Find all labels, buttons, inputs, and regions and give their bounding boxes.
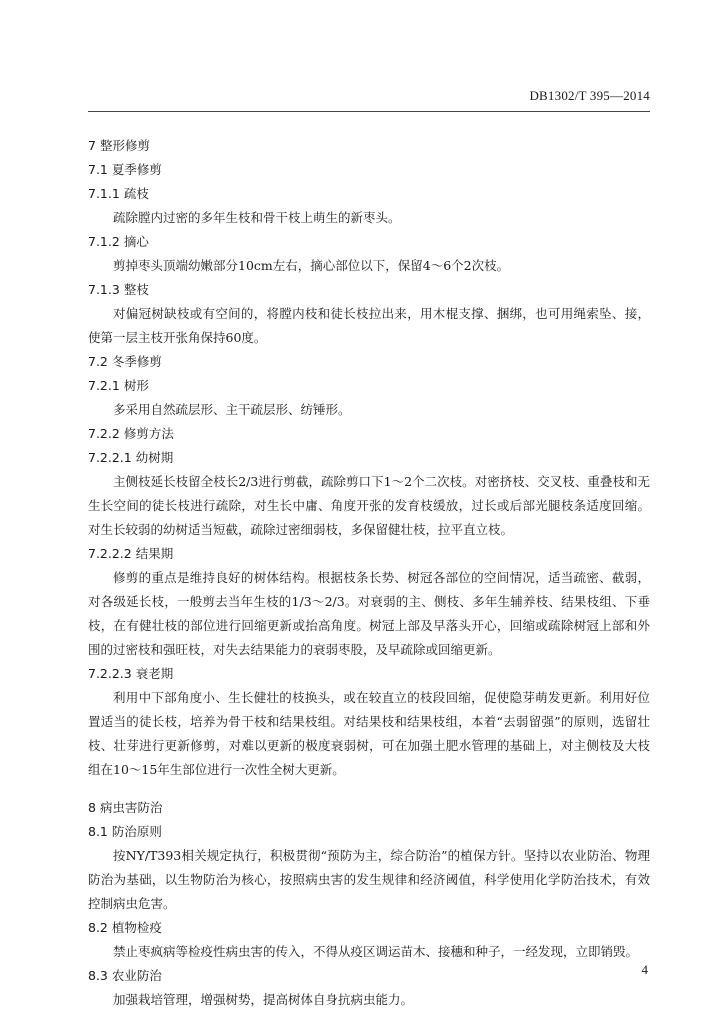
- section-heading: [88, 422, 650, 446]
- section-title: 冬季修剪: [111, 354, 162, 369]
- header-rule: [88, 111, 650, 112]
- section-title: 防治原则: [111, 824, 162, 839]
- section-heading: [88, 542, 650, 566]
- section-heading: [88, 278, 650, 302]
- section-number: 8.1: [88, 824, 108, 839]
- section-title: 整形修剪: [99, 138, 150, 153]
- section-title: 幼树期: [135, 450, 174, 465]
- section-heading: [88, 182, 650, 206]
- section-heading: [88, 134, 650, 158]
- section-heading: [88, 158, 650, 182]
- section-number: 7.1: [88, 162, 108, 177]
- section-number: 7.1.2: [88, 234, 120, 249]
- paragraph: 按NY/T393相关规定执行，积极贯彻“预防为主，综合防治”的植保方针。坚持以农业防治、物理防治为基础，以生物防治为核心，按照病虫害的发生规律和经济阈值，科学使用化学防治技术，有效控制病虫危害。: [88, 848, 650, 911]
- page-number: 4: [641, 962, 648, 977]
- section-number: 7.1.1: [88, 186, 120, 201]
- section-number: 7.2.2.3: [88, 666, 132, 681]
- standard-number: DB1302/T 395—2014: [529, 88, 650, 103]
- paragraph: 禁止枣疯病等检疫性病虫害的传入，不得从疫区调运苗木、接穗和种子，一经发现，立即销毁。: [113, 944, 639, 959]
- section-title: 疏枝: [123, 186, 149, 201]
- paragraph: 对偏冠树缺枝或有空间的，将膛内枝和徒长枝拉出来，用木棍支撑、捆绑，也可用绳索坠、接，使第一层主枝开张角保持60度。: [88, 306, 650, 345]
- paragraph: 剪掉枣头顶端幼嫩部分10cm左右，摘心部位以下，保留4～6个2次枝。: [113, 258, 510, 273]
- section-heading: [88, 446, 650, 470]
- paragraph: 利用中下部角度小、生长健壮的枝换头，或在较直立的枝段回缩，促使隐芽萌发更新。利用好位置适当的徒长枝，培养为骨干枝和结果枝组。对结果枝和结果枝组，本着“去弱留强”的原则，选留壮枝、壮芽进行更新修剪，对难以更新的极度衰弱树，可在加强土肥水管理的基础上，对主侧枝及大枝组在10～15年生部位进行一次性全树大更新。: [88, 690, 650, 777]
- section-number: 8.2: [88, 920, 108, 935]
- section-heading: [88, 796, 650, 820]
- section-heading: [88, 350, 650, 374]
- section-heading: [88, 916, 650, 940]
- section-number: 7.2.2.2: [88, 546, 132, 561]
- document-body: [88, 134, 650, 1012]
- section-title: 农业防治: [111, 968, 162, 983]
- section-title: 摘心: [123, 234, 149, 249]
- paragraph: 疏除膛内过密的多年生枝和骨干枝上萌生的新枣头。: [113, 210, 401, 225]
- paragraph: 多采用自然疏层形、主干疏层形、纺锤形。: [113, 402, 351, 417]
- section-number: 7: [88, 138, 96, 153]
- section-number: 7.2.2.1: [88, 450, 132, 465]
- section-number: 7.2: [88, 354, 108, 369]
- section-title: 衰老期: [135, 666, 174, 681]
- paragraph: 修剪的重点是维持良好的树体结构。根据枝条长势、树冠各部位的空间情况，适当疏密、截弱，对各级延长枝，一般剪去当年生枝的1/3～2/3。对衰弱的主、侧枝、多年生辅养枝、结果枝组、下垂枝，在有健壮枝的部位进行回缩更新或抬高角度。树冠上部及早落头开心，回缩或疏除树冠上部和外围的过密枝和强旺枝，对失去结果能力的衰弱枣股，及早疏除或回缩更新。: [88, 570, 650, 657]
- section-gap: [88, 782, 650, 796]
- paragraph: 主侧枝延长枝留全枝长2/3进行剪截，疏除剪口下1～2个二次枝。对密挤枝、交叉枝、重叠枝和无生长空间的徒长枝进行疏除，对生长中庸、角度开张的发育枝缓放，过长或后部光腿枝条适度回缩。对生长较弱的幼树适当短截，疏除过密细弱枝，多保留健壮枝，拉平直立枝。: [88, 474, 650, 537]
- section-heading: [88, 374, 650, 398]
- section-number: 7.2.1: [88, 378, 120, 393]
- section-number: 7.2.2: [88, 426, 120, 441]
- section-heading: [88, 964, 650, 988]
- section-title: 修剪方法: [123, 426, 174, 441]
- section-heading: [88, 662, 650, 686]
- section-title: 病虫害防治: [99, 800, 163, 815]
- section-title: 植物检疫: [111, 920, 162, 935]
- section-title: 夏季修剪: [111, 162, 162, 177]
- section-number: 8.3: [88, 968, 108, 983]
- section-number: 8: [88, 800, 96, 815]
- section-heading: [88, 230, 650, 254]
- section-heading: [88, 820, 650, 844]
- section-number: 7.1.3: [88, 282, 120, 297]
- paragraph: 加强栽培管理，增强树势，提高树体自身抗病虫能力。: [113, 992, 414, 1007]
- section-title: 树形: [123, 378, 149, 393]
- section-title: 结果期: [135, 546, 174, 561]
- section-title: 整枝: [123, 282, 149, 297]
